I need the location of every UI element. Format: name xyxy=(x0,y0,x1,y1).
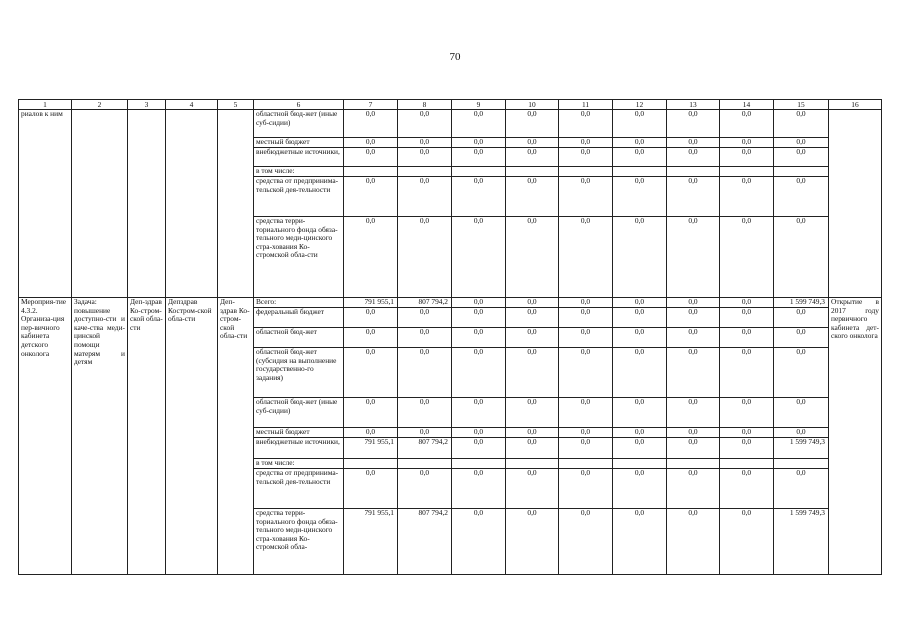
amount-cell: 0,0 xyxy=(774,348,829,398)
column-header-4: 4 xyxy=(166,100,218,110)
amount-cell: 0,0 xyxy=(506,138,559,148)
amount-cell: 0,0 xyxy=(720,348,774,398)
amount-cell: 0,0 xyxy=(452,469,506,509)
amount-cell: 0,0 xyxy=(613,509,667,575)
amount-cell: 0,0 xyxy=(506,110,559,138)
amount-cell: 0,0 xyxy=(559,328,613,348)
amount-cell: 1 599 749,3 xyxy=(774,509,829,575)
expected-result-cell: Открытие в 2017 году первичного кабинета дет-ского онколога xyxy=(829,298,882,575)
column-header-11: 11 xyxy=(559,100,613,110)
amount-cell: 0,0 xyxy=(613,298,667,308)
amount-cell xyxy=(398,167,452,177)
amount-cell: 0,0 xyxy=(452,138,506,148)
amount-cell: 0,0 xyxy=(720,428,774,438)
amount-cell: 0,0 xyxy=(506,177,559,217)
amount-cell: 0,0 xyxy=(344,138,398,148)
amount-cell: 0,0 xyxy=(398,110,452,138)
amount-cell: 0,0 xyxy=(344,308,398,328)
measure-name-cell: Мероприя-тие 4.3.2. Организа-ция пер-вичного кабинета детского онколога xyxy=(19,298,72,575)
column-header-15: 15 xyxy=(774,100,829,110)
amount-cell: 0,0 xyxy=(398,217,452,298)
amount-cell: 0,0 xyxy=(613,469,667,509)
expected-result-cell xyxy=(829,110,882,298)
amount-cell: 0,0 xyxy=(559,177,613,217)
amount-cell: 0,0 xyxy=(667,438,720,459)
amount-cell: 0,0 xyxy=(398,428,452,438)
funding-source-cell: средства терри-ториального фонда обяза-тельного меди-цинского стра-хования Ко-стромской обла-сти xyxy=(254,217,344,298)
amount-cell: 0,0 xyxy=(774,469,829,509)
amount-cell: 0,0 xyxy=(720,148,774,167)
amount-cell: 0,0 xyxy=(613,428,667,438)
amount-cell: 0,0 xyxy=(452,110,506,138)
responsible-executor-cell: Деп-здрав Ко-стром-ской обла-сти xyxy=(128,298,166,575)
measure-name-cell: риалов к ним xyxy=(19,110,72,298)
amount-cell: 0,0 xyxy=(667,428,720,438)
amount-cell: 0,0 xyxy=(720,438,774,459)
amount-cell: 807 794,2 xyxy=(398,438,452,459)
column-header-8: 8 xyxy=(398,100,452,110)
amount-cell: 807 794,2 xyxy=(398,509,452,575)
amount-cell xyxy=(452,167,506,177)
amount-cell: 0,0 xyxy=(720,298,774,308)
amount-cell: 0,0 xyxy=(613,217,667,298)
amount-cell: 0,0 xyxy=(720,328,774,348)
amount-cell: 0,0 xyxy=(506,217,559,298)
amount-cell: 0,0 xyxy=(613,138,667,148)
amount-cell: 0,0 xyxy=(774,177,829,217)
amount-cell: 0,0 xyxy=(720,138,774,148)
amount-cell: 1 599 749,3 xyxy=(774,298,829,308)
amount-cell: 0,0 xyxy=(559,509,613,575)
amount-cell: 0,0 xyxy=(613,328,667,348)
amount-cell: 0,0 xyxy=(720,469,774,509)
amount-cell: 1 599 749,3 xyxy=(774,438,829,459)
amount-cell: 0,0 xyxy=(774,308,829,328)
amount-cell: 0,0 xyxy=(559,348,613,398)
amount-cell: 0,0 xyxy=(506,469,559,509)
task-cell: Задача: повышение доступно-сти и каче-ства меди-цинской помощи матерям и детям xyxy=(72,298,128,575)
amount-cell: 0,0 xyxy=(506,438,559,459)
amount-cell: 0,0 xyxy=(506,428,559,438)
amount-cell: 0,0 xyxy=(720,509,774,575)
amount-cell: 0,0 xyxy=(452,438,506,459)
amount-cell: 791 955,1 xyxy=(344,298,398,308)
amount-cell: 0,0 xyxy=(720,398,774,428)
amount-cell: 0,0 xyxy=(559,308,613,328)
funding-source-cell: областной бюд-жет (иные суб-сидии) xyxy=(254,398,344,428)
amount-cell: 0,0 xyxy=(559,398,613,428)
amount-cell: 0,0 xyxy=(344,469,398,509)
budget-table xyxy=(18,99,882,575)
amount-cell: 0,0 xyxy=(344,348,398,398)
amount-cell: 0,0 xyxy=(452,217,506,298)
amount-cell xyxy=(613,167,667,177)
amount-cell: 0,0 xyxy=(613,308,667,328)
amount-cell: 0,0 xyxy=(559,298,613,308)
amount-cell: 0,0 xyxy=(452,509,506,575)
amount-cell: 0,0 xyxy=(720,308,774,328)
amount-cell: 0,0 xyxy=(774,110,829,138)
amount-cell: 0,0 xyxy=(344,110,398,138)
amount-cell xyxy=(774,459,829,469)
amount-cell: 0,0 xyxy=(667,348,720,398)
amount-cell xyxy=(667,459,720,469)
amount-cell: 0,0 xyxy=(452,298,506,308)
amount-cell xyxy=(613,459,667,469)
amount-cell: 0,0 xyxy=(452,328,506,348)
column-header-9: 9 xyxy=(452,100,506,110)
amount-cell: 0,0 xyxy=(774,148,829,167)
amount-cell: 0,0 xyxy=(506,509,559,575)
funding-source-cell: в том числе: xyxy=(254,459,344,469)
amount-cell: 0,0 xyxy=(667,138,720,148)
amount-cell: 0,0 xyxy=(398,348,452,398)
column-header-12: 12 xyxy=(613,100,667,110)
column-header-6: 6 xyxy=(254,100,344,110)
participant-cell: Деп-здрав Ко-стром-ской обла-сти xyxy=(218,298,254,575)
amount-cell xyxy=(559,459,613,469)
amount-cell: 0,0 xyxy=(667,298,720,308)
amount-cell: 0,0 xyxy=(720,177,774,217)
column-header-13: 13 xyxy=(667,100,720,110)
header-row xyxy=(19,100,882,110)
amount-cell: 0,0 xyxy=(398,308,452,328)
funding-source-cell: областной бюд-жет (субсидия на выполнение государственно-го задания) xyxy=(254,348,344,398)
amount-cell: 0,0 xyxy=(667,148,720,167)
table-row xyxy=(19,298,882,308)
table-row xyxy=(19,110,882,138)
column-header-2: 2 xyxy=(72,100,128,110)
amount-cell: 0,0 xyxy=(559,110,613,138)
amount-cell xyxy=(720,459,774,469)
amount-cell: 0,0 xyxy=(774,138,829,148)
amount-cell: 0,0 xyxy=(667,308,720,328)
column-header-5: 5 xyxy=(218,100,254,110)
amount-cell: 791 955,1 xyxy=(344,438,398,459)
amount-cell: 0,0 xyxy=(559,138,613,148)
funding-source-cell: Всего: xyxy=(254,298,344,308)
amount-cell: 0,0 xyxy=(506,328,559,348)
amount-cell: 0,0 xyxy=(506,148,559,167)
amount-cell: 0,0 xyxy=(398,328,452,348)
column-header-16: 16 xyxy=(829,100,882,110)
amount-cell: 0,0 xyxy=(452,398,506,428)
funding-source-cell: местный бюджет xyxy=(254,428,344,438)
amount-cell xyxy=(667,167,720,177)
amount-cell: 0,0 xyxy=(344,148,398,167)
amount-cell: 0,0 xyxy=(398,469,452,509)
amount-cell: 0,0 xyxy=(398,177,452,217)
amount-cell: 0,0 xyxy=(344,398,398,428)
amount-cell: 0,0 xyxy=(774,428,829,438)
amount-cell: 0,0 xyxy=(452,308,506,328)
amount-cell: 0,0 xyxy=(452,177,506,217)
funding-source-cell: областной бюд-жет xyxy=(254,328,344,348)
amount-cell: 0,0 xyxy=(506,348,559,398)
coexecutor-cell xyxy=(166,110,218,298)
amount-cell xyxy=(344,459,398,469)
amount-cell: 0,0 xyxy=(344,177,398,217)
page-number: 70 xyxy=(449,51,461,63)
amount-cell: 0,0 xyxy=(506,298,559,308)
amount-cell: 0,0 xyxy=(559,469,613,509)
amount-cell: 0,0 xyxy=(667,110,720,138)
amount-cell: 0,0 xyxy=(613,110,667,138)
amount-cell: 0,0 xyxy=(774,217,829,298)
amount-cell: 0,0 xyxy=(344,428,398,438)
funding-source-cell: федеральный бюджет xyxy=(254,308,344,328)
amount-cell: 0,0 xyxy=(667,469,720,509)
amount-cell: 0,0 xyxy=(452,148,506,167)
amount-cell xyxy=(559,167,613,177)
amount-cell: 0,0 xyxy=(398,148,452,167)
amount-cell: 791 955,1 xyxy=(344,509,398,575)
amount-cell: 0,0 xyxy=(667,509,720,575)
amount-cell xyxy=(506,459,559,469)
participant-cell xyxy=(218,110,254,298)
column-header-14: 14 xyxy=(720,100,774,110)
amount-cell: 807 794,2 xyxy=(398,298,452,308)
column-header-10: 10 xyxy=(506,100,559,110)
amount-cell: 0,0 xyxy=(559,428,613,438)
funding-source-cell: внебюджетные источники, xyxy=(254,438,344,459)
funding-source-cell: внебюджетные источники, xyxy=(254,148,344,167)
coexecutor-cell: Депздрав Костром-ской обла-сти xyxy=(166,298,218,575)
funding-source-cell: средства от предпринима-тельской дея-тельности xyxy=(254,177,344,217)
amount-cell: 0,0 xyxy=(613,148,667,167)
amount-cell: 0,0 xyxy=(559,148,613,167)
funding-source-cell: средства от предпринима-тельской дея-тельности xyxy=(254,469,344,509)
amount-cell: 0,0 xyxy=(613,438,667,459)
amount-cell: 0,0 xyxy=(667,398,720,428)
task-cell xyxy=(72,110,128,298)
responsible-executor-cell xyxy=(128,110,166,298)
funding-source-cell: средства терри-ториального фонда обяза-тельного меди-цинского стра-хования Ко-стромской обла- xyxy=(254,509,344,575)
amount-cell: 0,0 xyxy=(344,217,398,298)
funding-source-cell: областной бюд-жет (иные суб-сидии) xyxy=(254,110,344,138)
amount-cell: 0,0 xyxy=(452,348,506,398)
amount-cell: 0,0 xyxy=(667,217,720,298)
funding-source-cell: местный бюджет xyxy=(254,138,344,148)
amount-cell xyxy=(344,167,398,177)
amount-cell: 0,0 xyxy=(774,328,829,348)
amount-cell: 0,0 xyxy=(559,217,613,298)
column-header-3: 3 xyxy=(128,100,166,110)
amount-cell: 0,0 xyxy=(452,428,506,438)
amount-cell xyxy=(774,167,829,177)
amount-cell: 0,0 xyxy=(667,328,720,348)
amount-cell: 0,0 xyxy=(667,177,720,217)
amount-cell xyxy=(398,459,452,469)
amount-cell: 0,0 xyxy=(613,177,667,217)
amount-cell xyxy=(506,167,559,177)
amount-cell xyxy=(720,167,774,177)
amount-cell: 0,0 xyxy=(398,138,452,148)
amount-cell: 0,0 xyxy=(774,398,829,428)
amount-cell: 0,0 xyxy=(344,328,398,348)
amount-cell: 0,0 xyxy=(613,398,667,428)
amount-cell: 0,0 xyxy=(398,398,452,428)
amount-cell xyxy=(452,459,506,469)
column-header-1: 1 xyxy=(19,100,72,110)
amount-cell: 0,0 xyxy=(720,110,774,138)
column-header-7: 7 xyxy=(344,100,398,110)
funding-source-cell: в том числе: xyxy=(254,167,344,177)
amount-cell: 0,0 xyxy=(613,348,667,398)
amount-cell: 0,0 xyxy=(720,217,774,298)
amount-cell: 0,0 xyxy=(506,308,559,328)
amount-cell: 0,0 xyxy=(559,438,613,459)
amount-cell: 0,0 xyxy=(506,398,559,428)
